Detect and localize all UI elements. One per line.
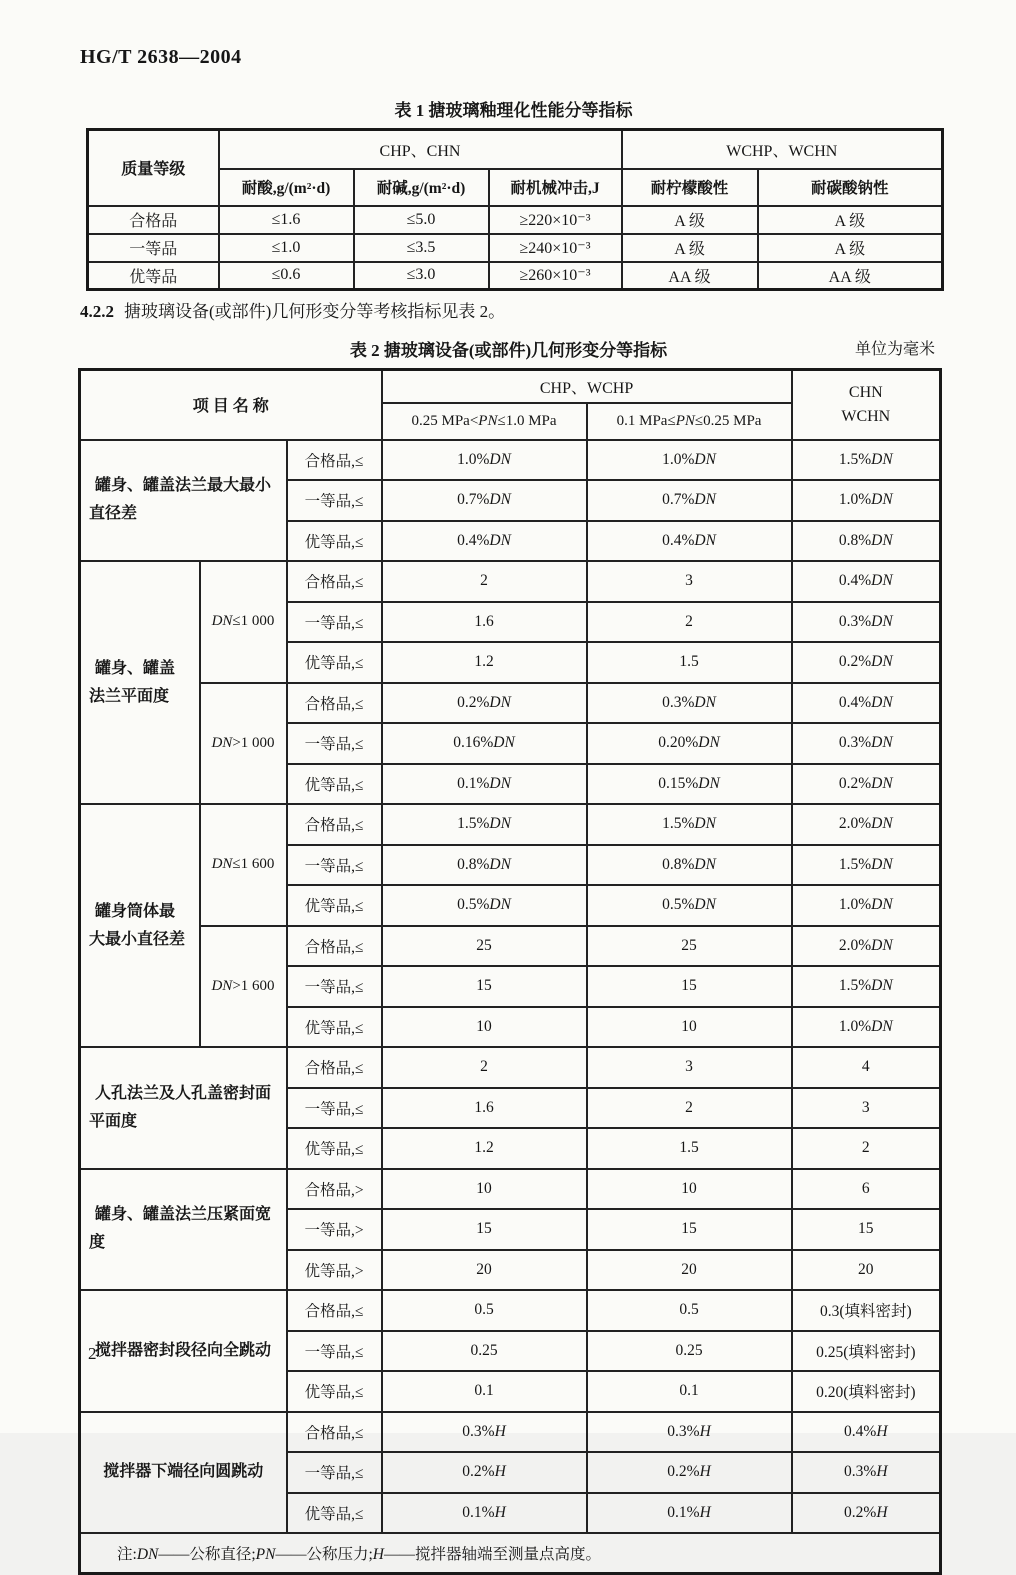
item-name-cell: 搅拌器密封段径向全跳动 bbox=[80, 1290, 287, 1412]
table-row bbox=[80, 440, 941, 481]
section-4-2-2-paragraph bbox=[80, 297, 505, 322]
value-cell: 20 bbox=[587, 1250, 792, 1291]
table2-unit-note: 单位为毫米 bbox=[854, 341, 935, 358]
value-cell: 1.5%DN bbox=[792, 966, 941, 1007]
value-cell: 15 bbox=[382, 966, 587, 1007]
grade-cell: 合格品,≤ bbox=[287, 1412, 382, 1453]
value-cell: 0.20%DN bbox=[587, 723, 792, 764]
value-cell: 1.5%DN bbox=[587, 804, 792, 845]
value-cell: ≤0.6 bbox=[219, 262, 354, 290]
value-cell: 0.7%DN bbox=[587, 480, 792, 521]
value-cell: 0.5 bbox=[382, 1290, 587, 1331]
table-note-row bbox=[80, 1533, 941, 1574]
value-cell: 20 bbox=[792, 1250, 941, 1291]
value-cell: 2.0%DN bbox=[792, 804, 941, 845]
value-cell: 0.2%DN bbox=[382, 683, 587, 724]
value-cell: 15 bbox=[792, 1209, 941, 1250]
grade-cell: 合格品,≤ bbox=[287, 804, 382, 845]
value-cell: 0.5%DN bbox=[382, 885, 587, 926]
table-row bbox=[88, 262, 943, 290]
value-cell: 0.3%H bbox=[587, 1412, 792, 1453]
value-cell: 0.3%DN bbox=[792, 723, 941, 764]
table1-subheader-citric: 耐柠檬酸性 bbox=[622, 169, 758, 206]
table2-body bbox=[80, 440, 941, 1574]
value-cell: 1.0%DN bbox=[382, 440, 587, 481]
table-row bbox=[80, 1169, 941, 1210]
value-cell: 1.5%DN bbox=[382, 804, 587, 845]
value-cell: 2 bbox=[587, 1088, 792, 1129]
chn-label: CHN bbox=[848, 383, 883, 401]
value-cell: 1.5%DN bbox=[792, 845, 941, 886]
table2-group-chn-wchn bbox=[792, 370, 941, 440]
value-cell: 0.5 bbox=[587, 1290, 792, 1331]
value-cell: 10 bbox=[382, 1169, 587, 1210]
value-cell: 4 bbox=[792, 1047, 941, 1088]
value-cell: 1.5%DN bbox=[792, 440, 941, 481]
value-cell: 0.20(填料密封) bbox=[792, 1371, 941, 1412]
value-cell: 0.5%DN bbox=[587, 885, 792, 926]
value-cell: ≥260×10⁻³ bbox=[489, 262, 622, 290]
value-cell: ≤5.0 bbox=[354, 206, 489, 234]
value-cell: 20 bbox=[382, 1250, 587, 1291]
value-cell: 1.6 bbox=[382, 1088, 587, 1129]
table-row bbox=[88, 234, 943, 262]
value-cell: 0.1%H bbox=[587, 1493, 792, 1534]
grade-cell: 一等品,≤ bbox=[287, 966, 382, 1007]
value-cell: 1.2 bbox=[382, 1128, 587, 1169]
value-cell: 0.16%DN bbox=[382, 723, 587, 764]
value-cell: 0.3%DN bbox=[792, 602, 941, 643]
value-cell: 0.3(填料密封) bbox=[792, 1290, 941, 1331]
grade-cell: 合格品,≤ bbox=[287, 926, 382, 967]
value-cell: 15 bbox=[382, 1209, 587, 1250]
value-cell: 6 bbox=[792, 1169, 941, 1210]
value-cell: 0.2%H bbox=[792, 1493, 941, 1534]
grade-cell: 优等品,≤ bbox=[287, 764, 382, 805]
value-cell: 2 bbox=[792, 1128, 941, 1169]
wchn-label: WCHN bbox=[841, 407, 891, 425]
grade-cell: 一等品 bbox=[88, 234, 219, 262]
value-cell: 0.1 bbox=[587, 1371, 792, 1412]
dn-condition-cell: DN>1 000 bbox=[200, 683, 287, 805]
grade-cell: 优等品,≤ bbox=[287, 1371, 382, 1412]
grade-cell: 合格品,≤ bbox=[287, 1047, 382, 1088]
grade-cell: 一等品,≤ bbox=[287, 1331, 382, 1372]
grade-cell: 优等品,≤ bbox=[287, 1493, 382, 1534]
table-note: 注:DN——公称直径;PN——公称压力;H——搅拌器轴端至测量点高度。 bbox=[80, 1533, 941, 1574]
value-cell: ≤1.6 bbox=[219, 206, 354, 234]
item-name-cell: 罐身筒体最大最小直径差 bbox=[80, 804, 200, 1047]
value-cell: ≤1.0 bbox=[219, 234, 354, 262]
value-cell: 0.2%H bbox=[382, 1452, 587, 1493]
value-cell: ≥240×10⁻³ bbox=[489, 234, 622, 262]
value-cell: 1.5 bbox=[587, 642, 792, 683]
value-cell: 0.15%DN bbox=[587, 764, 792, 805]
value-cell: ≤3.5 bbox=[354, 234, 489, 262]
dn-condition-cell: DN≤1 600 bbox=[200, 804, 287, 926]
value-cell: 10 bbox=[382, 1007, 587, 1048]
value-cell: 2 bbox=[382, 1047, 587, 1088]
value-cell: 10 bbox=[587, 1169, 792, 1210]
item-name-cell: 罐身、罐盖法兰压紧面宽度 bbox=[80, 1169, 287, 1291]
value-cell: 0.4%DN bbox=[792, 683, 941, 724]
value-cell: 25 bbox=[382, 926, 587, 967]
value-cell: 0.4%H bbox=[792, 1412, 941, 1453]
table-row bbox=[80, 804, 941, 845]
table1-header-row-1 bbox=[88, 130, 943, 169]
standard-number-header: HG/T 2638—2004 bbox=[80, 46, 242, 68]
item-name-cell: 罐身、罐盖法兰最大最小直径差 bbox=[80, 440, 287, 562]
dn-condition-cell: DN≤1 000 bbox=[200, 561, 287, 683]
value-cell: 2.0%DN bbox=[792, 926, 941, 967]
table1-grade-header: 质量等级 bbox=[88, 130, 219, 206]
value-cell: 0.25 bbox=[587, 1331, 792, 1372]
grade-cell: 合格品,≤ bbox=[287, 561, 382, 602]
table1 bbox=[86, 128, 944, 291]
table2-header-row-1 bbox=[80, 370, 941, 403]
section-number: 4.2.2 bbox=[80, 302, 114, 321]
table2-group-chp-wchp: CHP、WCHP bbox=[382, 370, 792, 403]
grade-cell: 优等品,≤ bbox=[287, 1007, 382, 1048]
table-row bbox=[80, 683, 941, 724]
page-number: 2 bbox=[88, 1344, 97, 1363]
value-cell: A 级 bbox=[622, 234, 758, 262]
value-cell: A 级 bbox=[758, 206, 943, 234]
value-cell: 1.0%DN bbox=[792, 885, 941, 926]
value-cell: AA 级 bbox=[622, 262, 758, 290]
item-name-cell: 搅拌器下端径向圆跳动 bbox=[80, 1412, 287, 1534]
grade-cell: 优等品,≤ bbox=[287, 1128, 382, 1169]
table1-subheader-sodium: 耐碳酸钠性 bbox=[758, 169, 943, 206]
grade-cell: 一等品,> bbox=[287, 1209, 382, 1250]
grade-cell: 合格品,≤ bbox=[287, 683, 382, 724]
grade-cell: 优等品,≤ bbox=[287, 642, 382, 683]
item-name-cell: 罐身、罐盖法兰平面度 bbox=[80, 561, 200, 804]
table-row bbox=[80, 1047, 941, 1088]
value-cell: 0.4%DN bbox=[587, 521, 792, 562]
grade-cell: 优等品 bbox=[88, 262, 219, 290]
table1-group-wchp-wchn: WCHP、WCHN bbox=[622, 130, 943, 169]
grade-cell: 一等品,≤ bbox=[287, 602, 382, 643]
grade-cell: 优等品,≤ bbox=[287, 521, 382, 562]
table-row bbox=[80, 1412, 941, 1453]
value-cell: 0.1 bbox=[382, 1371, 587, 1412]
value-cell: ≥220×10⁻³ bbox=[489, 206, 622, 234]
grade-cell: 合格品,> bbox=[287, 1169, 382, 1210]
value-cell: 1.2 bbox=[382, 642, 587, 683]
value-cell: A 级 bbox=[758, 234, 943, 262]
value-cell: 0.3%H bbox=[792, 1452, 941, 1493]
table1-caption: 表 1 搪玻璃釉理化性能分等指标 bbox=[394, 101, 633, 120]
table2 bbox=[78, 368, 942, 1575]
grade-cell: 优等品,> bbox=[287, 1250, 382, 1291]
table1-group-chp-chn: CHP、CHN bbox=[219, 130, 622, 169]
value-cell: 0.3%DN bbox=[587, 683, 792, 724]
value-cell: 0.1%H bbox=[382, 1493, 587, 1534]
value-cell: 1.0%DN bbox=[792, 480, 941, 521]
grade-cell: 一等品,≤ bbox=[287, 845, 382, 886]
value-cell: 0.1%DN bbox=[382, 764, 587, 805]
value-cell: 0.25(填料密封) bbox=[792, 1331, 941, 1372]
grade-cell: 一等品,≤ bbox=[287, 480, 382, 521]
value-cell: 0.25 bbox=[382, 1331, 587, 1372]
table2-item-header: 项 目 名 称 bbox=[80, 370, 382, 440]
grade-cell: 一等品,≤ bbox=[287, 723, 382, 764]
value-cell: 0.7%DN bbox=[382, 480, 587, 521]
grade-cell: 优等品,≤ bbox=[287, 885, 382, 926]
value-cell: 0.2%H bbox=[587, 1452, 792, 1493]
value-cell: 2 bbox=[587, 602, 792, 643]
value-cell: 3 bbox=[587, 1047, 792, 1088]
grade-cell: 一等品,≤ bbox=[287, 1088, 382, 1129]
grade-cell: 一等品,≤ bbox=[287, 1452, 382, 1493]
value-cell: 0.4%DN bbox=[382, 521, 587, 562]
value-cell: 1.0%DN bbox=[792, 1007, 941, 1048]
value-cell: 3 bbox=[792, 1088, 941, 1129]
value-cell: ≤3.0 bbox=[354, 262, 489, 290]
table2-caption bbox=[78, 336, 939, 361]
value-cell: AA 级 bbox=[758, 262, 943, 290]
value-cell: 15 bbox=[587, 966, 792, 1007]
value-cell: 10 bbox=[587, 1007, 792, 1048]
value-cell: 0.3%H bbox=[382, 1412, 587, 1453]
table1-subheader-acid: 耐酸,g/(m²·d) bbox=[219, 169, 354, 206]
value-cell: A 级 bbox=[622, 206, 758, 234]
value-cell: 0.4%DN bbox=[792, 561, 941, 602]
grade-cell: 合格品 bbox=[88, 206, 219, 234]
value-cell: 1.5 bbox=[587, 1128, 792, 1169]
section-text: 搪玻璃设备(或部件)几何形变分等考核指标见表 2。 bbox=[124, 302, 506, 321]
table1-subheader-alkali: 耐碱,g/(m²·d) bbox=[354, 169, 489, 206]
table-row bbox=[80, 1290, 941, 1331]
value-cell: 0.2%DN bbox=[792, 642, 941, 683]
grade-cell: 合格品,≤ bbox=[287, 1290, 382, 1331]
value-cell: 15 bbox=[587, 1209, 792, 1250]
table1-subheader-impact: 耐机械冲击,J bbox=[489, 169, 622, 206]
table2-pressure-range-1: 0.25 MPa<PN≤1.0 MPa bbox=[382, 403, 587, 440]
table2-title: 表 2 搪玻璃设备(或部件)几何形变分等指标 bbox=[349, 341, 668, 360]
value-cell: 25 bbox=[587, 926, 792, 967]
dn-condition-cell: DN>1 600 bbox=[200, 926, 287, 1048]
value-cell: 0.8%DN bbox=[382, 845, 587, 886]
value-cell: 3 bbox=[587, 561, 792, 602]
value-cell: 1.6 bbox=[382, 602, 587, 643]
value-cell: 0.8%DN bbox=[587, 845, 792, 886]
table-row bbox=[88, 206, 943, 234]
value-cell: 1.0%DN bbox=[587, 440, 792, 481]
item-name-cell: 人孔法兰及人孔盖密封面平面度 bbox=[80, 1047, 287, 1169]
table-row bbox=[80, 926, 941, 967]
value-cell: 0.2%DN bbox=[792, 764, 941, 805]
table2-pressure-range-2: 0.1 MPa≤PN≤0.25 MPa bbox=[587, 403, 792, 440]
grade-cell: 合格品,≤ bbox=[287, 440, 382, 481]
value-cell: 2 bbox=[382, 561, 587, 602]
value-cell: 0.8%DN bbox=[792, 521, 941, 562]
table-row bbox=[80, 561, 941, 602]
